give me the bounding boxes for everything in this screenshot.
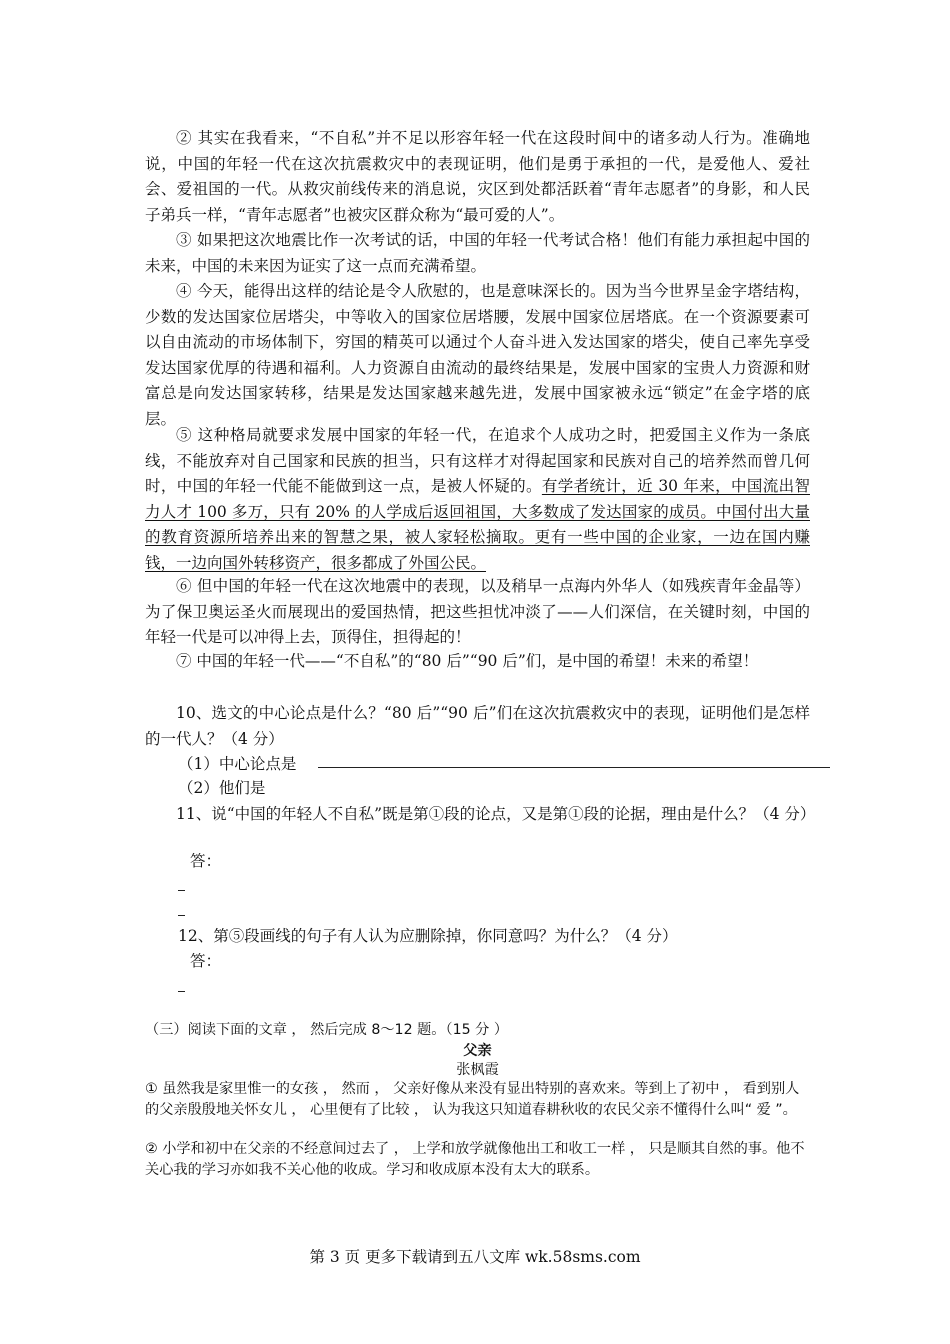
paragraph-4: ④ 今天，能得出这样的结论是令人欣慰的，也是意味深长的。因为当今世界呈金字塔结构，少数的发达国家位居塔尖，中等收入的国家位居塔腰，发展中国家位居塔底。在一个资源要素可以自由流动的市场体制下，穷国的精英可以通过个人奋斗进入发达国家的塔尖，使自己率先享受发达国家优厚的待遇和福利。人力资源自由流动的最终结果是，发展中国家的宝贵人力资源和财富总是向发达国家转移，结果是发达国家越来越先进，发展中国家被永远“锁定”在金字塔的底层。 <box>145 282 810 428</box>
paragraph-2: ② 其实在我看来，“不自私”并不足以形容年轻一代在这段时间中的诸多动人行为。准确地说，中国的年轻一代在这次抗震救灾中的表现证明，他们是勇于承担的一代，是爱他人、爱社会、爱祖国的一代。从救灾前线传来的消息说，灾区到处都活跃着“青年志愿者”的身影，和人民子弟兵一样，“青年志愿者”也被灾区群众称为“最可爱的人”。 <box>145 129 810 224</box>
paragraph-5-underlined-sentence: 有学者统计，近 30 年来，中国流出智力人才 100 多万，只有 20% 的人学成后返回祖国，大多数成了发达国家的成员。中国付出大量的教育资源所培养出来的智慧之果，被人家轻松摘取。更有一些中国的企业家，一边在国内赚钱，一边向国外转移资产，很多都成了外国公民。 <box>145 477 810 572</box>
article-paragraph-1: ① 虽然我是家里惟一的女孩 ， 然而 ， 父亲好像从来没有显出特别的喜欢来。等到上了初中 ， 看到别人的父亲殷殷地关怀女儿 ， 心里便有了比较 ， 认为我这只知道春耕秋收的农民父亲不懂得什么叫“ 爱 ”。 <box>145 1081 800 1118</box>
answer-blank-11b[interactable] <box>178 915 185 916</box>
article-author: 张枫霞 <box>456 1062 499 1078</box>
answer-line-central-argument[interactable] <box>318 767 830 768</box>
question-11-answer-label: 答： <box>190 852 222 870</box>
article-title: 父亲 <box>463 1043 492 1059</box>
answer-blank-12[interactable] <box>178 991 185 992</box>
paragraph-5 <box>145 423 810 576</box>
answer-blank-11a[interactable] <box>178 890 185 891</box>
paragraph-3: ③ 如果把这次地震比作一次考试的话，中国的年轻一代考试合格！他们有能力承担起中国的未来，中国的未来因为证实了这一点而充满希望。 <box>145 231 810 275</box>
question-10: 10、选文的中心论点是什么？“80 后”“90 后”们在这次抗震救灾中的表现，证明他们是怎样的一代人？（4 分） <box>145 704 810 748</box>
question-12: 12、第⑤段画线的句子有人认为应删除掉，你同意吗？为什么？（4 分） <box>178 927 678 945</box>
article-paragraph-2: ② 小学和初中在父亲的不经意间过去了 ， 上学和放学就像他出工和收工一样 ， 只是顺其自然的事。他不关心我的学习亦如我不关心他的收成。学习和收成原本没有太大的联系。 <box>145 1141 805 1178</box>
paragraph-5-text: ⑤ 这种格局就要求发展中国家的年轻一代，在追求个人成功之时，把爱国主义作为一条底线，不能放弃对自己国家和民族的担当，只有这样才对得起国家和民族对自己的培养然而曾几何时，中国的年轻一代能不能做到这一点，是被人怀疑的。 <box>145 426 810 495</box>
paragraph-7: ⑦ 中国的年轻一代——“不自私”的“80 后”“90 后”们，是中国的希望！未来的希望！ <box>176 652 759 670</box>
question-10-part-1-label: （1）中心论点是 <box>178 755 297 773</box>
section-3-intro: （三）阅读下面的文章 ， 然后完成 8～12 题。（15 分 ） <box>145 1022 509 1038</box>
paragraph-6: ⑥ 但中国的年轻一代在这次地震中的表现，以及稍早一点海内外华人（如残疾青年金晶等）为了保卫奥运圣火而展现出的爱国热情，把这些担忧冲淡了——人们深信，在关键时刻，中国的年轻一代是可以冲得上去，顶得住，担得起的！ <box>145 577 810 646</box>
page-footer: 第 3 页 更多下载请到五八文库 wk.58sms.com <box>309 1248 641 1266</box>
question-11: 11、说“中国的年轻人不自私”既是第①段的论点，又是第①段的论据，理由是什么？（4 分） <box>176 805 816 823</box>
question-10-part-2-label: （2）他们是 <box>178 779 266 797</box>
question-12-answer-label: 答： <box>190 952 222 970</box>
